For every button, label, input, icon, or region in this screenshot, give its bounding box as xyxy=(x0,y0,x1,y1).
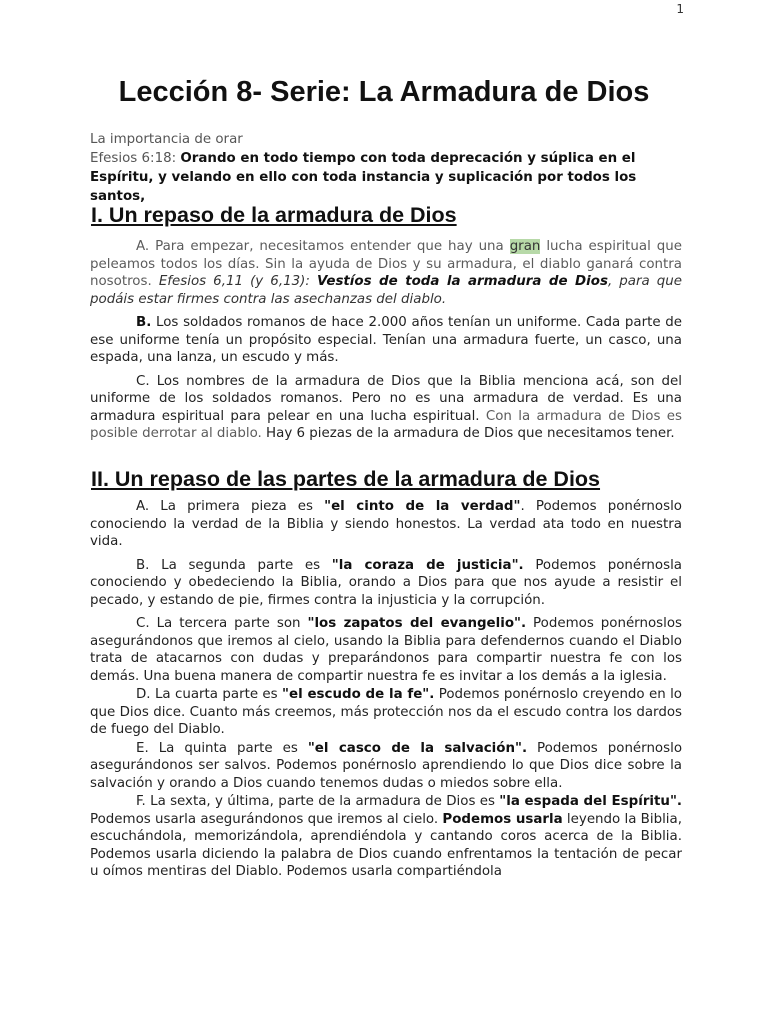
paragraph-1c xyxy=(90,373,682,443)
paragraph-text: Con la armadura de Dios es posible derrotar al diablo. xyxy=(90,408,682,441)
paragraph-text: . Podemos ponérnoslo conociendo la verdad de la Biblia y siendo honestos. La verdad ata todo en nuestra vida. xyxy=(90,499,682,549)
paragraph-text: A. La primera pieza es xyxy=(136,499,325,514)
paragraph-2a xyxy=(90,498,682,551)
section-heading-2: II. Un repaso de las partes de la armadura de Dios xyxy=(91,467,601,491)
scripture-verse: Vestíos de toda la armadura de Dios xyxy=(316,274,608,289)
paragraph-text: Podemos ponérnosla conociendo y obedeciendo la Biblia, orando a Dios para que nos ayude a resistir el pecado, y estando de pie, firmes contra la injusticia y la corrupción. xyxy=(90,557,683,608)
paragraph-2b xyxy=(90,557,682,610)
paragraph-text: Hay 6 piezas de la armadura de Dios que necesitamos tener. xyxy=(261,426,675,441)
paragraph-2e xyxy=(90,740,682,793)
paragraph-text: C. La tercera parte son xyxy=(136,616,308,631)
emphasis-text: Podemos usarla xyxy=(442,811,563,827)
intro-verse: Orando en todo tiempo con toda deprecación y súplica en el Espíritu, y velando en ello con toda instancia y suplicación por todos los santos, xyxy=(90,151,637,204)
paragraph-2c xyxy=(90,615,682,685)
lesson-subtitle: La importancia de orar xyxy=(90,132,243,147)
paragraph-text: C. Los nombres de la armadura de Dios que la Biblia menciona acá, son del uniforme de los soldados romanos. Pero no es una armadura de verdad. Es una armadura espiritual para pelear en una lucha espiritual. xyxy=(90,373,682,424)
paragraph-text: leyendo la Biblia, escuchándola, memorizándola, aprendiéndola y cantando coros acerca de la Biblia. Podemos usarla diciendo la palabra de Dios cuando enfrentamos la tentación de pecar u oímos mentiras del Diablo. Podemos usarla compartiéndola xyxy=(90,811,682,879)
paragraph-text: Los soldados romanos de hace 2.000 años tenían un uniforme. Cada parte de ese uniforme tenía un propósito especial. Tenían una armadura fuerte, un casco, una espada, una lanza, un escudo y más. xyxy=(90,315,682,365)
armor-piece-name: "el cinto de la verdad" xyxy=(324,499,521,514)
paragraph-text: B. La segunda parte es xyxy=(136,557,332,573)
section-heading-1: I. Un repaso de la armadura de Dios xyxy=(91,203,457,227)
paragraph-text: lucha espiritual que peleamos todos los días. Sin la ayuda de Dios y su armadura, el diablo ganará contra nosotros. xyxy=(90,239,682,289)
paragraph-text: Podemos usarla asegurándonos que iremos al cielo. xyxy=(90,811,443,827)
paragraph-text: E. La quinta parte es xyxy=(136,740,308,756)
paragraph-text: Podemos ponérnoslo creyendo en lo que Dios dice. Cuanto más creemos, más protección nos da el escudo contra los dardos de fuego del Diablo. xyxy=(90,687,683,737)
paragraph-2f xyxy=(90,793,682,881)
paragraph-1b xyxy=(90,314,682,367)
paragraph-text: D. La cuarta parte es xyxy=(136,687,283,702)
paragraph-letter: B. xyxy=(136,315,152,330)
paragraph-text: A. Para empezar, necesitamos entender que hay una xyxy=(136,239,510,254)
section-2-body xyxy=(90,498,682,882)
armor-piece-name: "los zapatos del evangelio". xyxy=(307,616,527,631)
intro-block xyxy=(90,130,690,206)
intro-reference: Efesios 6:18: xyxy=(90,151,177,166)
paragraph-text: Podemos ponérnoslos asegurándonos que iremos al cielo, usando la Biblia para defendernos cuando el Diablo trata de atacarnos con dudas y preparándonos para compartir nuestra fe con los demás. Una buena manera de compartir nuestra fe es invitar a los demás a la iglesia. xyxy=(90,616,682,684)
paragraph-2d xyxy=(90,686,682,739)
paragraph-text: Podemos ponérnoslo asegurándonos ser salvos. Podemos ponérnoslo aprendiendo lo que Dios dice sobre la salvación y orando a Dios cuando tenemos dudas o miedos sobre ella. xyxy=(90,740,683,791)
paragraph-1a xyxy=(90,238,682,308)
armor-piece-name: "el casco de la salvación". xyxy=(307,740,528,756)
scripture-verse-continuation: , para que podáis estar firmes contra las asechanzas del diablo. xyxy=(90,274,682,307)
armor-piece-name: "la espada del Espíritu". xyxy=(499,794,683,809)
page-title: Lección 8- Serie: La Armadura de Dios xyxy=(118,76,650,108)
page-number: 1 xyxy=(676,2,684,16)
intro-verse-line xyxy=(90,149,690,206)
section-1-body xyxy=(90,238,682,449)
armor-piece-name: "la coraza de justicia". xyxy=(331,557,524,573)
paragraph-text: F. La sexta, y última, parte de la armadura de Dios es xyxy=(136,794,500,809)
highlighted-word: gran xyxy=(509,239,541,254)
armor-piece-name: "el escudo de la fe". xyxy=(282,687,435,702)
scripture-reference: Efesios 6,11 (y 6,13): xyxy=(158,274,310,289)
